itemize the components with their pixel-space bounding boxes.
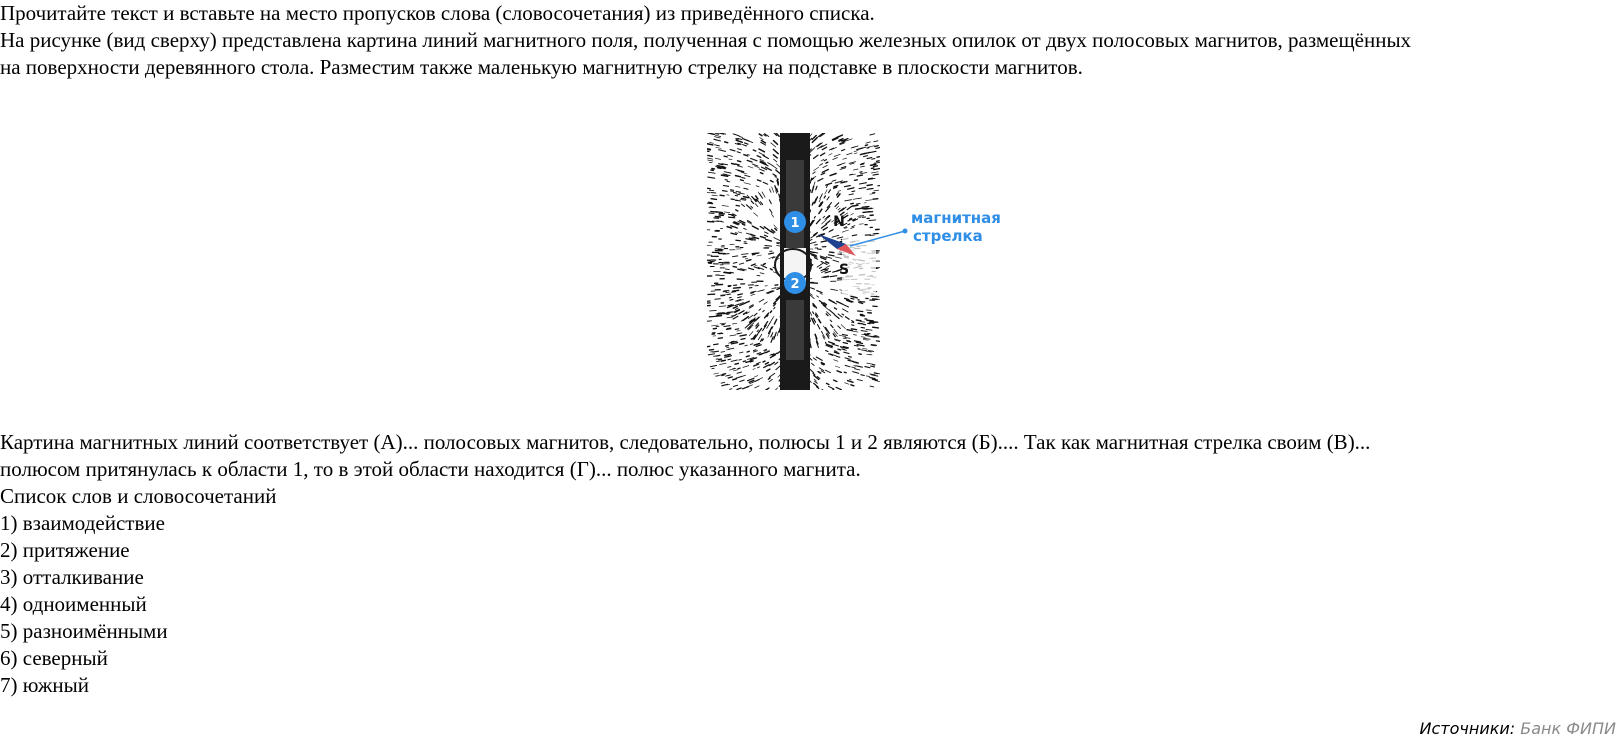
iron-filing xyxy=(858,323,863,324)
iron-filing xyxy=(850,218,852,219)
pole-1-label: 1 xyxy=(790,216,800,231)
iron-filing xyxy=(763,361,765,362)
task-intro xyxy=(0,0,1616,81)
iron-filing xyxy=(844,372,846,373)
iron-filing xyxy=(777,243,779,244)
iron-filing xyxy=(867,148,869,149)
iron-filing xyxy=(730,272,734,273)
iron-filing xyxy=(852,205,857,206)
iron-filing xyxy=(717,315,722,316)
iron-filing xyxy=(827,383,829,384)
iron-filing xyxy=(738,161,741,162)
iron-filing xyxy=(728,359,731,360)
iron-filing xyxy=(706,346,709,347)
iron-filing xyxy=(730,305,732,306)
iron-filing xyxy=(752,253,757,254)
iron-filing xyxy=(867,376,870,377)
iron-filing xyxy=(728,356,732,357)
iron-filing xyxy=(763,264,765,265)
iron-filing xyxy=(856,204,860,205)
iron-filing xyxy=(747,351,749,352)
pole-2-label: 2 xyxy=(790,277,800,292)
iron-filing xyxy=(745,345,747,346)
iron-filing xyxy=(867,320,873,321)
paragraph-line-1: Картина магнитных линий соответствует (А)... полосовых магнитов, следовательно, полюсы 1 и 2 являются (Б).... Так как магнитная стрелка своим (В)... xyxy=(0,430,1371,454)
iron-filing xyxy=(761,173,763,174)
iron-filing xyxy=(722,167,726,168)
iron-filing xyxy=(743,361,745,362)
callout-line-2: стрелка xyxy=(913,227,983,245)
needle-north-label: N xyxy=(833,214,845,230)
iron-filing xyxy=(731,190,734,191)
word-list-item: 2) притяжение xyxy=(0,538,130,562)
iron-filing xyxy=(723,186,728,187)
iron-filing xyxy=(737,194,740,195)
iron-filing xyxy=(735,233,737,234)
iron-filing xyxy=(858,299,860,300)
iron-filing xyxy=(872,159,875,160)
iron-filing xyxy=(733,290,739,291)
iron-filing xyxy=(753,150,756,151)
iron-filing xyxy=(863,208,868,209)
iron-filing xyxy=(858,311,863,312)
iron-filing xyxy=(726,329,730,330)
word-list-item: 3) отталкивание xyxy=(0,565,144,589)
magnetic-field-image xyxy=(700,130,1020,400)
iron-filing xyxy=(738,368,740,369)
iron-filing xyxy=(853,362,856,363)
iron-filing xyxy=(859,354,861,355)
iron-filing xyxy=(826,351,828,352)
iron-filing xyxy=(726,346,729,347)
iron-filing xyxy=(705,321,711,322)
iron-filing xyxy=(711,212,717,213)
iron-filing xyxy=(711,199,716,200)
iron-filing xyxy=(715,217,720,218)
iron-filing xyxy=(770,311,771,313)
word-list xyxy=(0,510,1616,699)
iron-filing xyxy=(736,205,739,206)
iron-filing xyxy=(843,349,845,350)
task-container xyxy=(0,0,1616,81)
iron-filing xyxy=(877,157,879,158)
iron-filing xyxy=(838,349,841,350)
iron-filing xyxy=(716,134,719,135)
callout-line-1: магнитная xyxy=(911,209,1001,227)
iron-filing xyxy=(861,164,864,165)
iron-filing xyxy=(734,193,737,194)
iron-filing xyxy=(744,155,747,156)
intro-line-1: На рисунке (вид сверху) представлена картина линий магнитного поля, полученная с помощью железных опилок от двух полосовых магнитов, размещённых xyxy=(0,28,1412,52)
pole-1-badge xyxy=(784,211,806,233)
iron-filing xyxy=(855,180,858,181)
iron-filing xyxy=(714,344,719,345)
iron-filing xyxy=(719,333,723,334)
iron-filing xyxy=(877,161,880,162)
iron-filing xyxy=(733,266,736,267)
iron-filing xyxy=(851,298,854,299)
iron-filing xyxy=(735,195,737,196)
iron-filing xyxy=(854,366,856,367)
iron-filing xyxy=(867,185,872,186)
iron-filing xyxy=(853,335,856,336)
task-instruction: Прочитайте текст и вставьте на место пропусков слова (словосочетания) из приведённого списка. xyxy=(0,1,875,25)
paragraph-line-2: полюсом притянулась к области 1, то в этой области находится (Г)... полюс указанного магнита. xyxy=(0,457,861,481)
iron-filing xyxy=(725,142,728,143)
iron-filing xyxy=(871,168,874,169)
iron-filing xyxy=(731,191,734,192)
iron-filing xyxy=(849,356,852,357)
iron-filing xyxy=(709,190,713,191)
iron-filing xyxy=(873,199,878,200)
iron-filing xyxy=(711,193,715,194)
word-list-item: 6) северный xyxy=(0,646,108,670)
iron-filing xyxy=(862,207,869,208)
iron-filing xyxy=(757,275,760,276)
iron-filing xyxy=(724,156,727,157)
iron-filing xyxy=(858,198,861,199)
iron-filing xyxy=(871,366,875,367)
iron-filing xyxy=(707,188,710,189)
iron-filing xyxy=(852,191,855,192)
iron-filing xyxy=(745,259,747,260)
iron-filing xyxy=(857,175,862,176)
iron-filing xyxy=(871,337,875,338)
iron-filing xyxy=(709,162,712,163)
pole-2-badge xyxy=(784,272,806,294)
iron-filing xyxy=(851,329,856,330)
iron-filing xyxy=(873,365,875,366)
iron-filing xyxy=(812,202,813,205)
iron-filing xyxy=(736,240,741,241)
iron-filing xyxy=(826,162,828,163)
iron-filing xyxy=(740,180,743,181)
word-list-item: 1) взаимодействие xyxy=(0,511,165,535)
iron-filing xyxy=(821,241,825,242)
iron-filing xyxy=(710,310,717,311)
iron-filing xyxy=(710,350,714,351)
needle-south-label: S xyxy=(838,262,850,278)
iron-filing xyxy=(869,220,876,221)
iron-filing xyxy=(731,199,734,200)
iron-filing xyxy=(739,360,742,361)
iron-filing xyxy=(742,198,746,199)
iron-filing xyxy=(750,361,753,362)
iron-filing xyxy=(709,316,716,317)
intro-line-2: на поверхности деревянного стола. Разместим также маленькую магнитную стрелку на подставке в плоскости магнитов. xyxy=(0,55,1083,79)
iron-filings-pattern xyxy=(704,131,883,393)
iron-filing xyxy=(718,338,722,339)
iron-filing xyxy=(861,327,865,328)
iron-filing xyxy=(707,151,709,152)
iron-filing xyxy=(856,208,862,209)
iron-filing xyxy=(740,343,744,344)
source-link[interactable]: Банк ФИПИ xyxy=(1520,719,1616,738)
iron-filing xyxy=(707,221,713,222)
word-list-item: 7) южный xyxy=(0,673,90,697)
iron-filing xyxy=(765,246,772,247)
magnetic-field-figure xyxy=(700,130,1020,400)
iron-filing xyxy=(735,363,738,364)
iron-filing xyxy=(830,252,834,253)
iron-filing xyxy=(728,294,731,295)
iron-filing xyxy=(834,187,837,188)
iron-filing xyxy=(726,292,729,293)
iron-filing xyxy=(873,379,878,380)
iron-filing xyxy=(729,297,731,298)
iron-filing xyxy=(870,322,876,323)
iron-filing xyxy=(754,350,756,351)
iron-filing xyxy=(719,359,722,360)
iron-filing xyxy=(875,146,879,147)
iron-filing xyxy=(865,145,867,146)
iron-filing xyxy=(856,320,861,321)
iron-filing xyxy=(734,288,741,289)
iron-filing xyxy=(751,292,754,293)
iron-filing xyxy=(851,385,854,386)
task-body xyxy=(0,429,1616,699)
iron-filing xyxy=(750,344,752,345)
iron-filing xyxy=(822,234,824,235)
word-list-item: 4) одноименный xyxy=(0,592,147,616)
iron-filing xyxy=(743,224,745,225)
iron-filing xyxy=(732,164,735,165)
iron-filing xyxy=(723,174,726,175)
iron-filing xyxy=(720,195,724,196)
iron-filing xyxy=(735,329,738,330)
source-label: Источники: xyxy=(1419,719,1516,738)
iron-filing xyxy=(873,327,879,328)
iron-filing xyxy=(850,174,853,175)
iron-filing xyxy=(744,197,749,198)
iron-filing xyxy=(746,356,749,357)
word-list-title: Список слов и словосочетаний xyxy=(0,484,277,508)
iron-filing xyxy=(874,166,878,167)
iron-filing xyxy=(770,269,772,270)
word-list-item: 5) разноимёнными xyxy=(0,619,168,643)
source-attribution xyxy=(1420,719,1616,739)
iron-filing xyxy=(729,217,735,218)
iron-filing xyxy=(716,316,721,317)
iron-filing xyxy=(876,341,881,342)
iron-filing xyxy=(708,155,713,156)
iron-filing xyxy=(719,213,724,214)
iron-filing xyxy=(834,186,838,187)
iron-filing xyxy=(847,341,850,342)
iron-filing xyxy=(743,257,746,258)
iron-filing xyxy=(723,191,728,192)
iron-filing xyxy=(861,315,865,316)
